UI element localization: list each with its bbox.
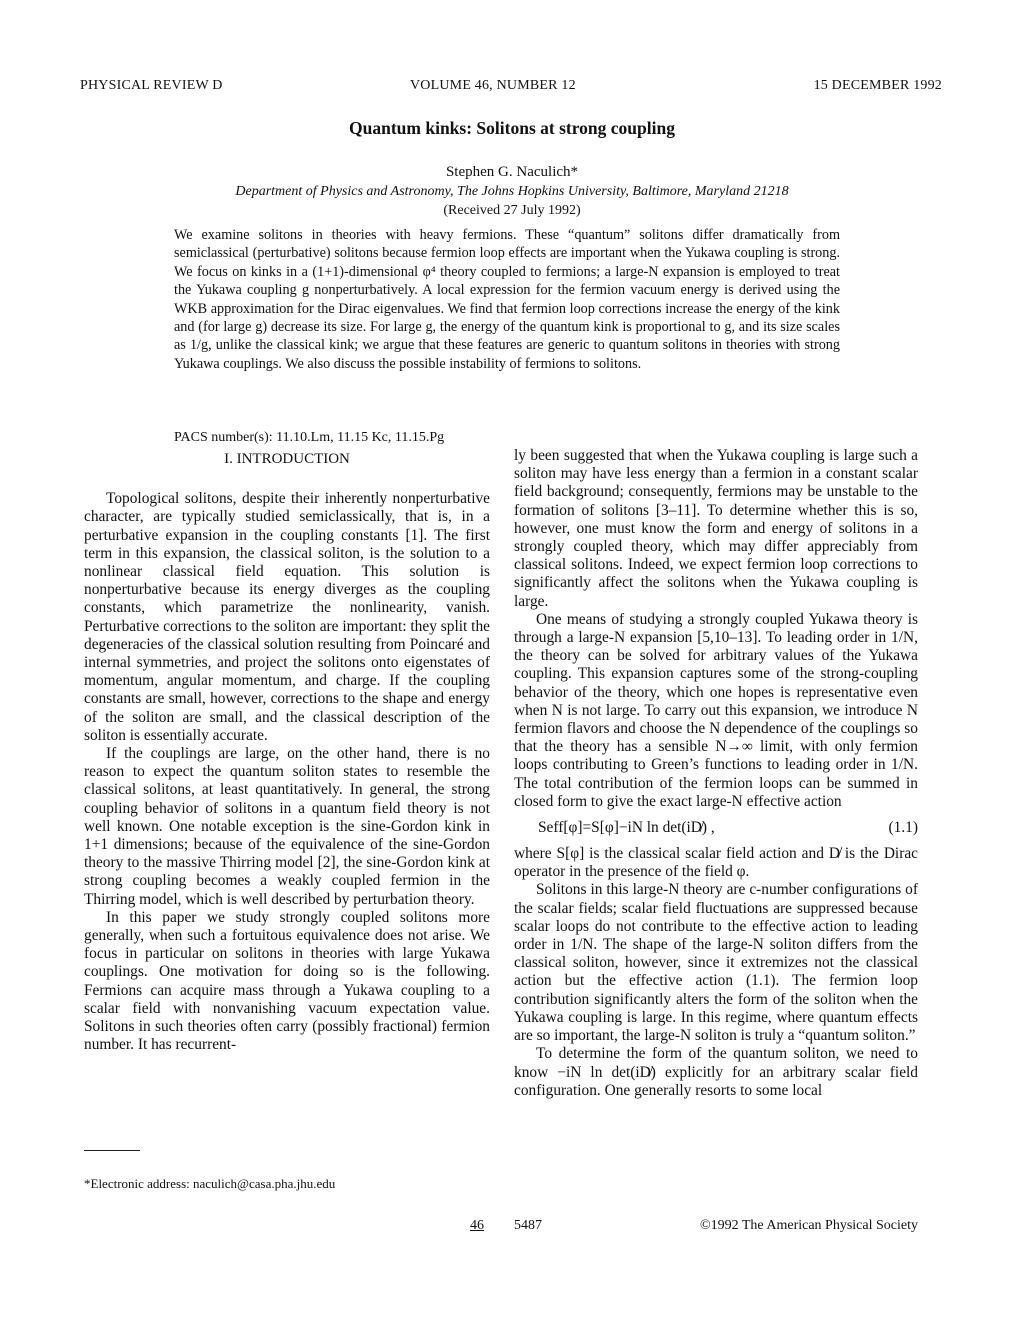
footnote: *Electronic address: naculich@casa.pha.jhu.edu [84,1176,336,1191]
paragraph: In this paper we study strongly coupled solitons more generally, when such a fortuitous equivalence does not arise. We focus in particular on solitons in theories with large Yukawa couplings. One motivation for doing so is the following. Fermions can acquire mass through a Yukawa coupling to a scalar field with nonvanishing vacuum expectation value. Solitons in such theories often carry (possibly fractional) fermion number. It has recurrent- [84,908,490,1054]
equation [514,819,918,843]
author-name: Stephen G. Naculich* [445,164,579,180]
paragraph: If the couplings are large, on the other hand, there is no reason to expect the quantum soliton states to resemble the classical solitons, at least quantitatively. In general, the strong coupling behavior of solitons in a quantum field theory is not well known. One notable exception is the sine-Gordon kink in 1+1 dimensions; because of the equivalence of the sine-Gordon theory to the massive Thirring model [2], the sine-Gordon kink at strong coupling becomes a weakly coupled fermion in the Thirring model, which is well described by perturbation theory. [84,745,490,908]
pacs-numbers: PACS number(s): 11.10.Lm, 11.15 Kc, 11.15.Pg [174,430,445,445]
paragraph: One means of studying a strongly coupled Yukawa theory is through a large-N expansion [5,10–13]. To leading order in 1/N, the theory can be solved for arbitrary values of the Yukawa coupling. This expansion captures some of the strong-coupling behavior of the theory, which one hopes is representative even when N is not large. To carry out this expansion, we introduce N fermion flavors and choose the N dependence of the couplings so that the theory has a sensible N→∞ limit, with only fermion loops contributing to Green’s functions to leading order in 1/N. The total contribution of the fermion loops can be summed in closed form to give the exact large-N effective action [514,610,918,810]
paragraph: where S[φ] is the classical scalar field action and D̸ is the Dirac operator in the presence of the field φ. [514,845,918,881]
left-column [84,450,490,1055]
section-heading: I. INTRODUCTION [224,451,350,467]
running-header [80,78,942,98]
footnote-rule [84,1150,140,1151]
paragraph: To determine the form of the quantum soliton, we need to know −iN ln det(iD̸) explicitly for an arbitrary scalar field configuration. One generally resorts to some local [514,1045,918,1099]
abstract: We examine solitons in theories with heavy fermions. These “quantum” solitons differ dramatically from semiclassical (perturbative) solitons because fermion loop effects are important when the Yukawa coupling is strong. We focus on kinks in a (1+1)-dimensional φ⁴ theory coupled to fermions; a large-N expansion is employed to treat the Yukawa coupling g nonperturbatively. A local expression for the fermion vacuum energy is derived using the WKB approximation for the Dirac eigenvalues. We find that fermion loop corrections increase the energy of the kink and (for large g) decrease its size. For large g, the energy of the quantum kink is proportional to g, and its size scales as 1/g, unlike the classical kink; we argue that these features are generic to quantum solitons in theories with strong Yukawa couplings. We also discuss the possible instability of fermions to solitons. [174,227,840,372]
footer-volume: 46 [470,1218,484,1233]
issue-date: 15 DECEMBER 1992 [813,78,942,93]
page-number: 5487 [514,1218,542,1233]
journal-name: PHYSICAL REVIEW D [80,78,223,93]
received-date: (Received 27 July 1992) [443,203,581,218]
page-footer [0,1218,1024,1238]
copyright: ©1992 The American Physical Society [699,1218,918,1233]
paragraph: Topological solitons, despite their inherently nonperturbative character, are typically studied semiclassically, that is, in a perturbative expansion in the coupling constants [1]. The first term in this expansion, the classical soliton, is the solution to a nonlinear classical field equation. This solution is nonperturbative because its energy diverges as the coupling constants, which parametrize the nonlinearity, vanish. Perturbative corrections to the soliton are important: they split the degeneracies of the classical solution resulting from Poincaré and internal symmetries, and project the solitons onto eigenstates of momentum, angular momentum, and charge. If the coupling constants are small, however, corrections to the shape and energy of the soliton are small, and the classical description of the soliton is essentially accurate. [84,490,490,744]
equation-body: Seff[φ]=S[φ]−iN ln det(iD̸) , [538,819,715,837]
right-column [514,447,918,1100]
paragraph: ly been suggested that when the Yukawa coupling is large such a soliton may have less energy than a fermion in a constant scalar field background; consequently, fermions may be unstable to the formation of solitons [3–11]. To determine whether this is so, however, one must know the form and energy of solitons in a strongly coupled theory, which may differ appreciably from classical solitons. Indeed, we expect fermion loop corrections to significantly affect the solitons when the Yukawa coupling is large. [514,447,918,610]
volume-number: VOLUME 46, NUMBER 12 [410,78,576,93]
equation-number: (1.1) [888,819,918,837]
paper-title: Quantum kinks: Solitons at strong coupling [349,118,675,138]
author-affiliation: Department of Physics and Astronomy, The Johns Hopkins University, Baltimore, Maryland 21218 [235,184,789,199]
paragraph: Solitons in this large-N theory are c-number configurations of the scalar fields; scalar field fluctuations are suppressed because scalar loops do not contribute to the effective action to leading order in 1/N. The shape of the large-N soliton differs from the classical soliton, however, since it extremizes not the classical action but the effective action (1.1). The fermion loop contribution significantly alters the form of the soliton when the Yukawa coupling is large. In this regime, where quantum effects are so important, the large-N soliton is truly a “quantum soliton.” [514,881,918,1045]
